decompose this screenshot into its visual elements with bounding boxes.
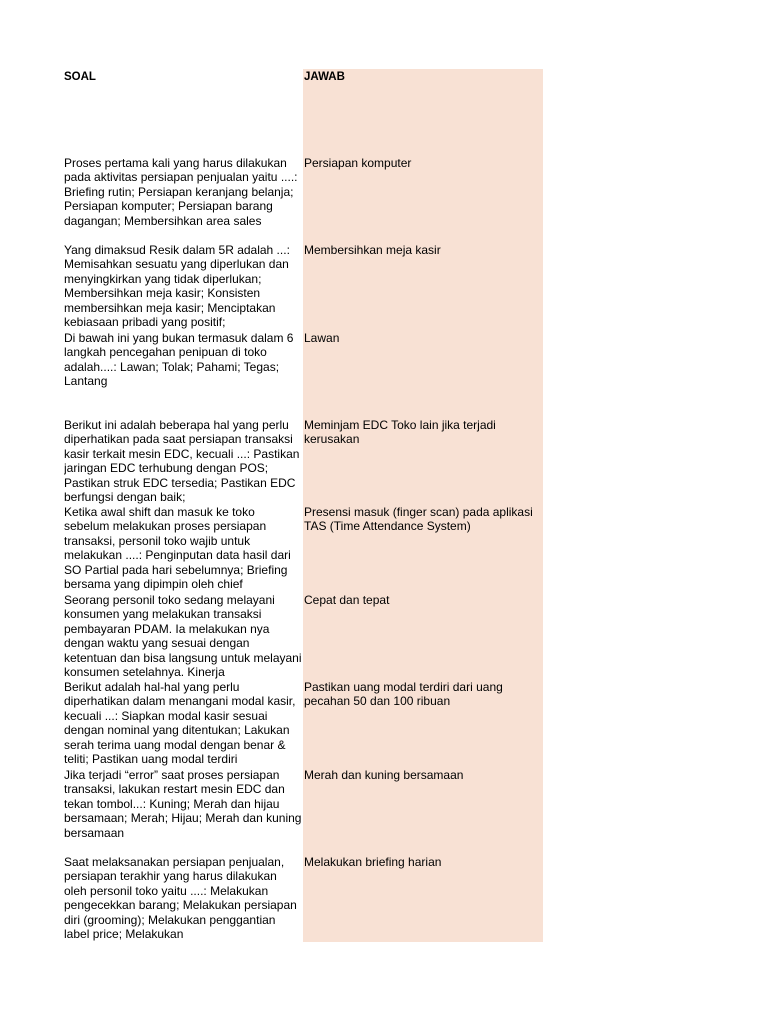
- question-cell: Seorang personil toko sedang melayani konsumen yang melakukan transaksi pembayaran PDAM. Ia melakukan nya dengan waktu yang sesuai dengan ketentuan dan bisa langsung untuk melayani konsumen setelahnya. Kinerja: [64, 593, 302, 680]
- question-cell: Saat melaksanakan persiapan penjualan, persiapan terakhir yang harus dilakukan oleh personil toko yaitu ....: Melakukan pengecekkan barang; Melakukan persiapan diri (grooming); Melakukan penggantian label price; Melakukan: [64, 855, 297, 942]
- answer-cell: Melakukan briefing harian: [304, 855, 442, 869]
- question-cell: Jika terjadi “error” saat proses persiapan transaksi, lakukan restart mesin EDC dan tekan tombol...: Kuning; Merah dan hijau bersamaan; Merah; Hijau; Merah dan kuning bersamaan: [64, 768, 302, 840]
- answer-cell: Cepat dan tepat: [304, 593, 390, 607]
- answer-cell: Membersihkan meja kasir: [304, 243, 441, 257]
- answer-cell: Lawan: [304, 331, 340, 345]
- answer-cell: Persiapan komputer: [304, 156, 412, 170]
- question-cell: Berikut adalah hal-hal yang perlu diperhatikan dalam menangani modal kasir, kecuali ...: Siapkan modal kasir sesuai dengan nominal yang ditentukan; Lakukan serah terima uang modal dengan benar & teliti; Pastikan uang modal terdiri: [64, 680, 296, 767]
- question-cell: Berikut ini adalah beberapa hal yang perlu diperhatikan pada saat persiapan transaksi kasir terkait mesin EDC, kecuali ...: Pastikan jaringan EDC terhubung dengan POS; Pastikan struk EDC tersedia; Pastikan EDC berfungsi dengan baik;: [64, 418, 300, 505]
- question-cell: Di bawah ini yang bukan termasuk dalam 6 langkah pencegahan penipuan di toko adalah....: Lawan; Tolak; Pahami; Tegas; Lantang: [64, 331, 294, 389]
- answer-cell: Presensi masuk (finger scan) pada aplikasi TAS (Time Attendance System): [304, 505, 533, 534]
- question-cell: Ketika awal shift dan masuk ke toko sebelum melakukan proses persiapan transaksi, personil toko wajib untuk melakukan ....: Penginputan data hasil dari SO Partial pada hari sebelumnya; Briefing bersama yang dipimpin oleh chief: [64, 505, 291, 592]
- question-cell: Proses pertama kali yang harus dilakukan pada aktivitas persiapan penjualan yaitu ....: Briefing rutin; Persiapan keranjang belanja; Persiapan komputer; Persiapan barang dagangan; Membersihkan area sales: [64, 156, 298, 228]
- answer-cell: Meminjam EDC Toko lain jika terjadi kerusakan: [304, 418, 496, 447]
- question-cell: Yang dimaksud Resik dalam 5R adalah ...: Memisahkan sesuatu yang diperlukan dan menyingkirkan yang tidak diperlukan; Membersihkan meja kasir; Konsisten membersihkan meja kasir; Menciptakan kebiasaan pribadi yang positif;: [64, 243, 290, 330]
- header-soal: SOAL: [64, 71, 96, 83]
- answer-cell: Pastikan uang modal terdiri dari uang pecahan 50 dan 100 ribuan: [304, 680, 503, 709]
- header-jawab: JAWAB: [304, 71, 345, 83]
- answer-cell: Merah dan kuning bersamaan: [304, 768, 464, 782]
